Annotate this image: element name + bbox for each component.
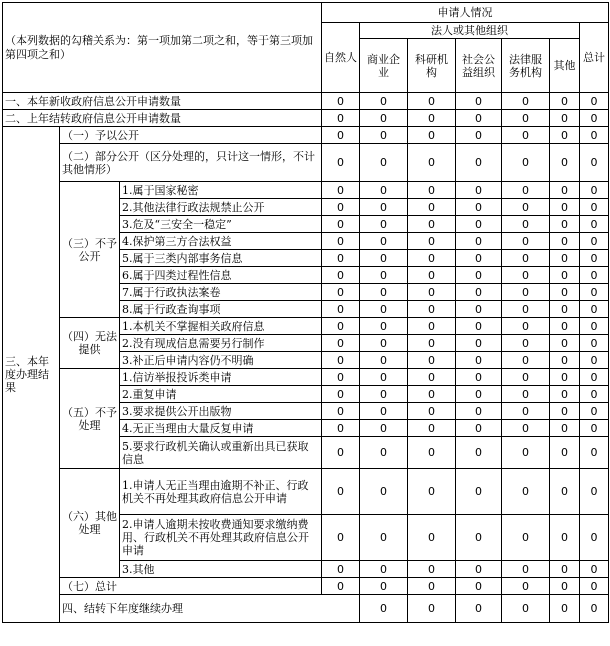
total-header: 总计	[580, 23, 609, 93]
cell-value: 0	[408, 233, 456, 250]
cell-value: 0	[456, 301, 502, 318]
row-label: （一）予以公开	[60, 127, 322, 144]
cell-value: 0	[502, 301, 550, 318]
cell-value: 0	[322, 515, 360, 561]
cell-value: 0	[322, 250, 360, 267]
cell-value: 0	[550, 386, 580, 403]
cell-value: 0	[502, 216, 550, 233]
cell-value: 0	[360, 199, 408, 216]
cell-value: 0	[580, 561, 609, 578]
cell-value: 0	[408, 369, 456, 386]
cell-value: 0	[408, 352, 456, 369]
cell-value: 0	[456, 144, 502, 182]
cell-value: 0	[550, 199, 580, 216]
row-label: 四、结转下年度继续办理	[60, 595, 360, 623]
cell-value: 0	[550, 595, 580, 623]
cell-value: 0	[360, 335, 408, 352]
cell-value: 0	[550, 250, 580, 267]
cell-value: 0	[580, 127, 609, 144]
row-label: 3.补正后申请内容仍不明确	[120, 352, 322, 369]
cell-value: 0	[502, 250, 550, 267]
cell-value: 0	[456, 110, 502, 127]
cell-value: 0	[550, 144, 580, 182]
row-label: 1.属于国家秘密	[120, 182, 322, 199]
cell-value: 0	[580, 369, 609, 386]
cell-value: 0	[502, 199, 550, 216]
cell-value: 0	[322, 233, 360, 250]
cell-value: 0	[502, 595, 550, 623]
group-label: （五）不予处理	[60, 369, 120, 469]
cell-value: 0	[456, 403, 502, 420]
row-label: 4.无正当理由大量反复申请	[120, 420, 322, 437]
table-note: （本列数据的勾稽关系为：第一项加第二项之和，等于第三项加第四项之和）	[3, 3, 322, 93]
natural-person-header: 自然人	[322, 23, 360, 93]
cell-value: 0	[408, 335, 456, 352]
cell-value: 0	[550, 335, 580, 352]
group-label: （四）无法提供	[60, 318, 120, 369]
cell-value: 0	[502, 437, 550, 469]
cell-value: 0	[456, 369, 502, 386]
cell-value: 0	[408, 515, 456, 561]
cell-value: 0	[360, 93, 408, 110]
row-label: 2.其他法律行政法规禁止公开	[120, 199, 322, 216]
cell-value: 0	[550, 216, 580, 233]
cell-value: 0	[580, 403, 609, 420]
row-label: 8.属于行政查询事项	[120, 301, 322, 318]
cell-value: 0	[456, 93, 502, 110]
cell-value: 0	[502, 267, 550, 284]
applicant-situation-header: 申请人情况	[322, 3, 609, 23]
cell-value: 0	[550, 110, 580, 127]
cell-value: 0	[322, 93, 360, 110]
cell-value: 0	[550, 515, 580, 561]
row-label: （七）总计	[60, 578, 322, 595]
cell-value: 0	[456, 182, 502, 199]
cell-value: 0	[408, 110, 456, 127]
cell-value: 0	[456, 595, 502, 623]
research-header: 科研机构	[408, 39, 456, 93]
cell-value: 0	[580, 250, 609, 267]
cell-value: 0	[322, 352, 360, 369]
cell-value: 0	[550, 403, 580, 420]
cell-value: 0	[360, 595, 408, 623]
cell-value: 0	[360, 216, 408, 233]
row-label: 二、上年结转政府信息公开申请数量	[3, 110, 322, 127]
row-label: 一、本年新收政府信息公开申请数量	[3, 93, 322, 110]
cell-value: 0	[322, 437, 360, 469]
cell-value: 0	[550, 127, 580, 144]
row-label: 2.没有现成信息需要另行制作	[120, 335, 322, 352]
cell-value: 0	[408, 469, 456, 515]
row-label: 5.属于三类内部事务信息	[120, 250, 322, 267]
social-welfare-header: 社会公益组织	[456, 39, 502, 93]
cell-value: 0	[408, 318, 456, 335]
cell-value: 0	[322, 284, 360, 301]
cell-value: 0	[360, 250, 408, 267]
cell-value: 0	[502, 110, 550, 127]
table-row	[3, 144, 609, 182]
cell-value: 0	[550, 318, 580, 335]
cell-value: 0	[360, 318, 408, 335]
cell-value: 0	[360, 267, 408, 284]
cell-value: 0	[360, 561, 408, 578]
cell-value: 0	[322, 127, 360, 144]
group-label: （三）不予公开	[60, 182, 120, 318]
cell-value: 0	[550, 420, 580, 437]
cell-value: 0	[408, 403, 456, 420]
cell-value: 0	[580, 437, 609, 469]
cell-value: 0	[580, 578, 609, 595]
cell-value: 0	[408, 284, 456, 301]
cell-value: 0	[550, 93, 580, 110]
cell-value: 0	[408, 561, 456, 578]
cell-value: 0	[502, 469, 550, 515]
cell-value: 0	[360, 420, 408, 437]
commercial-header: 商业企业	[360, 39, 408, 93]
cell-value: 0	[550, 182, 580, 199]
table-row	[3, 578, 609, 595]
cell-value: 0	[360, 284, 408, 301]
row-label: 3.要求提供公开出版物	[120, 403, 322, 420]
cell-value: 0	[408, 578, 456, 595]
cell-value: 0	[456, 515, 502, 561]
section-3-label: 三、本年度办理结果	[3, 127, 60, 623]
cell-value: 0	[502, 352, 550, 369]
cell-value: 0	[322, 199, 360, 216]
cell-value: 0	[360, 469, 408, 515]
table-row	[3, 369, 609, 386]
cell-value: 0	[502, 93, 550, 110]
cell-value: 0	[408, 144, 456, 182]
cell-value: 0	[580, 318, 609, 335]
legal-service-header: 法律服务机构	[502, 39, 550, 93]
cell-value: 0	[580, 352, 609, 369]
cell-value: 0	[550, 284, 580, 301]
cell-value: 0	[550, 469, 580, 515]
row-label: （二）部分公开（区分处理的，只计这一情形，不计其他情形）	[60, 144, 322, 182]
table-row	[3, 595, 609, 623]
cell-value: 0	[550, 352, 580, 369]
table-row	[3, 469, 609, 515]
legal-person-group-header: 法人或其他组织	[360, 23, 580, 39]
other-header: 其他	[550, 39, 580, 93]
group-label: （六）其他处理	[60, 469, 120, 578]
row-label: 3.其他	[120, 561, 322, 578]
cell-value: 0	[322, 301, 360, 318]
cell-value: 0	[360, 144, 408, 182]
cell-value: 0	[456, 216, 502, 233]
cell-value: 0	[502, 515, 550, 561]
cell-value: 0	[360, 386, 408, 403]
cell-value: 0	[360, 233, 408, 250]
cell-value: 0	[502, 369, 550, 386]
cell-value: 0	[502, 182, 550, 199]
cell-value: 0	[456, 469, 502, 515]
cell-value: 0	[322, 267, 360, 284]
cell-value: 0	[360, 437, 408, 469]
cell-value: 0	[456, 127, 502, 144]
cell-value: 0	[456, 284, 502, 301]
row-label: 2.重复申请	[120, 386, 322, 403]
cell-value: 0	[456, 437, 502, 469]
cell-value: 0	[408, 420, 456, 437]
cell-value: 0	[580, 284, 609, 301]
table-row	[3, 182, 609, 199]
cell-value: 0	[360, 127, 408, 144]
table-row	[3, 127, 609, 144]
cell-value: 0	[322, 110, 360, 127]
cell-value: 0	[408, 267, 456, 284]
cell-value: 0	[456, 335, 502, 352]
cell-value: 0	[322, 335, 360, 352]
cell-value: 0	[580, 199, 609, 216]
cell-value: 0	[580, 386, 609, 403]
table-row	[3, 318, 609, 335]
cell-value: 0	[408, 199, 456, 216]
cell-value: 0	[580, 469, 609, 515]
row-label: 7.属于行政执法案卷	[120, 284, 322, 301]
cell-value: 0	[550, 301, 580, 318]
cell-value: 0	[360, 352, 408, 369]
table-row	[3, 93, 609, 110]
cell-value: 0	[360, 403, 408, 420]
row-label: 3.危及“三安全一稳定”	[120, 216, 322, 233]
cell-value: 0	[408, 386, 456, 403]
cell-value: 0	[550, 267, 580, 284]
cell-value: 0	[360, 515, 408, 561]
cell-value: 0	[456, 420, 502, 437]
cell-value: 0	[550, 369, 580, 386]
cell-value: 0	[580, 301, 609, 318]
cell-value: 0	[360, 578, 408, 595]
cell-value: 0	[322, 578, 360, 595]
cell-value: 0	[322, 469, 360, 515]
cell-value: 0	[322, 386, 360, 403]
cell-value: 0	[360, 110, 408, 127]
cell-value: 0	[322, 144, 360, 182]
cell-value: 0	[456, 199, 502, 216]
cell-value: 0	[502, 335, 550, 352]
cell-value: 0	[502, 318, 550, 335]
cell-value: 0	[580, 267, 609, 284]
cell-value: 0	[580, 335, 609, 352]
cell-value: 0	[322, 318, 360, 335]
table-row	[3, 110, 609, 127]
cell-value: 0	[408, 301, 456, 318]
row-label: 1.申请人无正当理由逾期不补正、行政机关不再处理其政府信息公开申请	[120, 469, 322, 515]
row-label: 6.属于四类过程性信息	[120, 267, 322, 284]
row-label: 2.申请人逾期未按收费通知要求缴纳费用、行政机关不再处理其政府信息公开申请	[120, 515, 322, 561]
cell-value: 0	[580, 216, 609, 233]
row-label: 1.信访举报投诉类申请	[120, 369, 322, 386]
cell-value: 0	[456, 250, 502, 267]
cell-value: 0	[360, 369, 408, 386]
cell-value: 0	[408, 127, 456, 144]
cell-value: 0	[502, 561, 550, 578]
cell-value: 0	[456, 318, 502, 335]
row-label: 5.要求行政机关确认或重新出具已获取信息	[120, 437, 322, 469]
cell-value: 0	[502, 420, 550, 437]
cell-value: 0	[580, 144, 609, 182]
cell-value: 0	[580, 110, 609, 127]
row-label: 4.保护第三方合法权益	[120, 233, 322, 250]
cell-value: 0	[456, 352, 502, 369]
cell-value: 0	[360, 301, 408, 318]
cell-value: 0	[322, 182, 360, 199]
cell-value: 0	[580, 182, 609, 199]
cell-value: 0	[408, 93, 456, 110]
cell-value: 0	[456, 267, 502, 284]
cell-value: 0	[502, 386, 550, 403]
cell-value: 0	[408, 437, 456, 469]
cell-value: 0	[502, 284, 550, 301]
cell-value: 0	[580, 515, 609, 561]
cell-value: 0	[550, 233, 580, 250]
cell-value: 0	[322, 216, 360, 233]
cell-value: 0	[408, 595, 456, 623]
cell-value: 0	[580, 595, 609, 623]
cell-value: 0	[360, 182, 408, 199]
cell-value: 0	[580, 233, 609, 250]
cell-value: 0	[580, 93, 609, 110]
cell-value: 0	[322, 369, 360, 386]
cell-value: 0	[502, 144, 550, 182]
cell-value: 0	[322, 561, 360, 578]
row-label: 1.本机关不掌握相关政府信息	[120, 318, 322, 335]
cell-value: 0	[550, 561, 580, 578]
cell-value: 0	[408, 250, 456, 267]
cell-value: 0	[408, 182, 456, 199]
cell-value: 0	[322, 420, 360, 437]
cell-value: 0	[502, 233, 550, 250]
cell-value: 0	[456, 561, 502, 578]
cell-value: 0	[322, 403, 360, 420]
cell-value: 0	[408, 216, 456, 233]
cell-value: 0	[550, 578, 580, 595]
cell-value: 0	[456, 578, 502, 595]
cell-value: 0	[456, 386, 502, 403]
cell-value: 0	[502, 578, 550, 595]
cell-value: 0	[502, 127, 550, 144]
cell-value: 0	[456, 233, 502, 250]
gov-info-disclosure-table	[2, 2, 609, 623]
cell-value: 0	[550, 437, 580, 469]
cell-value: 0	[502, 403, 550, 420]
cell-value: 0	[580, 420, 609, 437]
